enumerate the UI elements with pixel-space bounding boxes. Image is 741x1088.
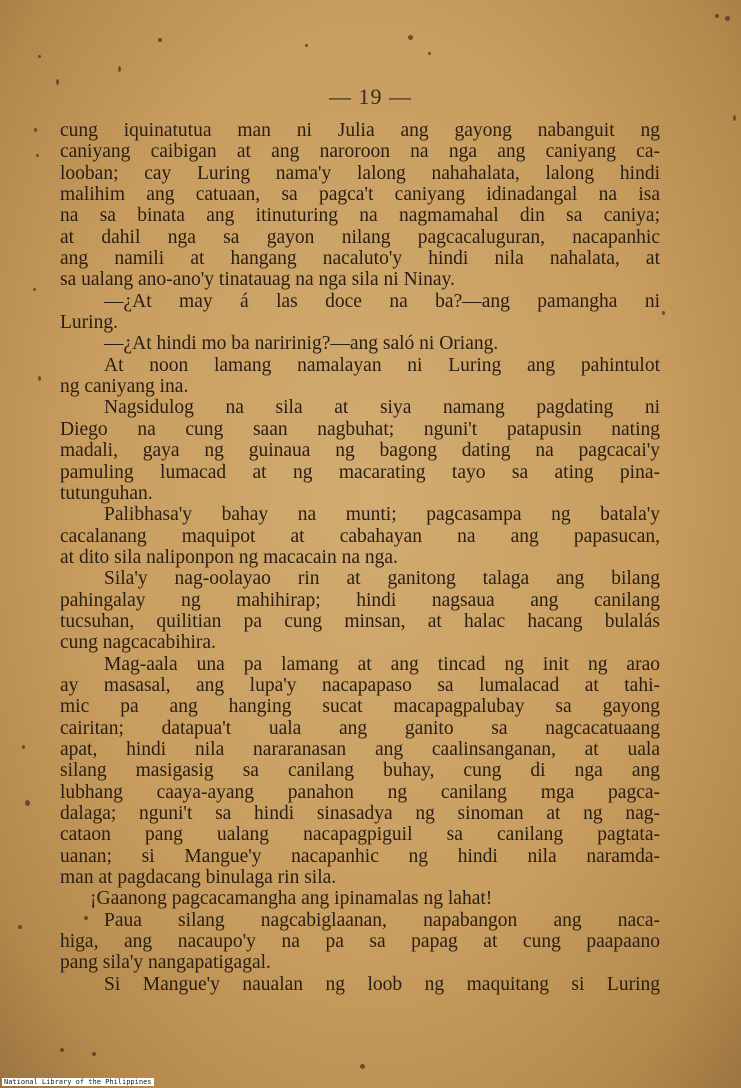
text-line: caniyang caibigan at ang naroroon na nga ang caniyang ca-	[60, 141, 660, 163]
paper-spot	[158, 38, 162, 42]
paper-spot	[34, 128, 37, 132]
text-line: ¡Gaanong pagcacamangha ang ipinamalas ng lahat!	[90, 888, 493, 910]
paper-spot	[733, 115, 736, 121]
paper-spot	[33, 288, 36, 291]
text-line: uanan; si Mangue'y nacapanhic ng hindi nila naramda-	[60, 845, 660, 867]
text-line: pahingalay ng mahihirap; hindi nagsaua ang canilang	[60, 589, 660, 611]
text-line: sa ualang ano-ano'y tinatauag na nga sila ni Ninay.	[60, 269, 455, 291]
text-line: cung iquinatutua man ni Julia ang gayong nabanguit ng	[60, 120, 660, 141]
text-line: man at pagdacang binulaga rin sila.	[60, 867, 337, 889]
text-line: higa, ang nacaupo'y na pa sa papag at cung paapaano	[60, 931, 660, 953]
text-line: cacalanang maquipot at cabahayan na ang papasucan,	[60, 525, 660, 547]
text-line: tucsuhan, quilitian pa cung minsan, at halac hacang bulalás	[60, 610, 660, 632]
text-line: na sa binata ang itinuturing na nagmamahal din sa caniya;	[60, 205, 660, 227]
paper-spot	[408, 35, 413, 40]
paper-spot	[360, 1064, 365, 1069]
text-line: Diego na cung saan nagbuhat; nguni't patapusin nating	[60, 418, 660, 440]
text-line: at dahil nga sa gayon nilang pagcacaluguran, nacapanhic	[60, 226, 660, 248]
text-line: tutunguhan.	[60, 482, 153, 504]
text-line: cairitan; datapua't uala ang ganito sa nagcacatuaang	[60, 717, 660, 739]
paper-spot	[305, 44, 308, 47]
text-line: Mag-aala una pa lamang at ang tincad ng init ng arao	[104, 653, 660, 675]
paper-spot	[56, 79, 59, 85]
text-line: madali, gaya ng guinaua ng bagong dating na pagcacai'y	[60, 440, 660, 462]
paper-spot	[725, 16, 730, 21]
paper-spot	[38, 376, 41, 381]
text-line: silang masigasig sa canilang buhay, cung di nga ang	[60, 760, 660, 782]
text-line: looban; cay Luring nama'y lalong nahahalata, lalong hindi	[60, 162, 660, 184]
text-line: —¿At may á las doce na ba?—ang pamangha ni	[104, 290, 660, 312]
paper-spot	[22, 745, 25, 749]
paper-spot	[84, 916, 88, 920]
text-line: apat, hindi nila nararanasan ang caalinsanganan, at uala	[60, 738, 660, 760]
body-text	[60, 120, 660, 995]
text-line: lubhang caaya-ayang panahon ng canilang mga pagca-	[60, 781, 660, 803]
text-line: Si Mangue'y naualan ng loob ng maquitang si Luring	[104, 973, 660, 995]
paper-spot	[38, 55, 41, 58]
paper-spot	[715, 14, 719, 18]
text-line: pamuling lumacad at ng macarating tayo sa ating pina-	[60, 461, 660, 483]
text-line: ng caniyang ina.	[60, 376, 189, 398]
paper-spot	[92, 1052, 96, 1056]
paper-spot	[428, 52, 431, 55]
text-line: cung nagcacabihira.	[60, 632, 216, 654]
page-number: — 19 —	[329, 84, 412, 109]
paper-spot	[662, 311, 665, 315]
text-line: Palibhasa'y bahay na munti; pagcasampa ng batala'y	[104, 504, 660, 526]
paper-spot	[18, 925, 22, 929]
text-line: at dito sila naliponpon ng macacain na nga.	[60, 546, 398, 568]
text-line: Paua silang nagcabiglaanan, napabangon ang naca-	[104, 909, 660, 931]
paper-spot	[25, 800, 30, 806]
text-line: —¿At hindi mo ba naririnig?—ang saló ni Oriang.	[104, 333, 499, 355]
text-line: Nagsidulog na sila at siya namang pagdating ni	[104, 397, 660, 419]
text-line: Luring.	[60, 312, 118, 334]
text-line: mic pa ang hanging sucat macapagpalubay sa gayong	[60, 696, 660, 718]
paper-spot	[118, 66, 121, 72]
text-line: ang namili at hangang nacaluto'y hindi nila nahalata, at	[60, 248, 660, 270]
text-line: pang sila'y nangapatigagal.	[60, 952, 271, 974]
text-line: At noon lamang namalayan ni Luring ang pahintulot	[104, 354, 660, 376]
text-line: dalaga; nguni't sa hindi sinasadya ng sinoman at ng nag-	[60, 803, 660, 824]
paper-spot	[60, 1048, 64, 1052]
text-line: ay masasal, ang lupa'y nacapapaso sa lumalacad at tahi-	[60, 674, 660, 696]
text-line: cataon pang ualang nacapagpiguil sa canilang pagtata-	[60, 824, 660, 846]
library-credit: National Library of the Philippines	[4, 1078, 152, 1086]
text-line: malihim ang catuaan, sa pagca't caniyang idinadangal na isa	[60, 184, 660, 206]
paper-spot	[36, 154, 39, 157]
text-line: Sila'y nag-oolayao rin at ganitong talaga ang bilang	[104, 568, 660, 590]
